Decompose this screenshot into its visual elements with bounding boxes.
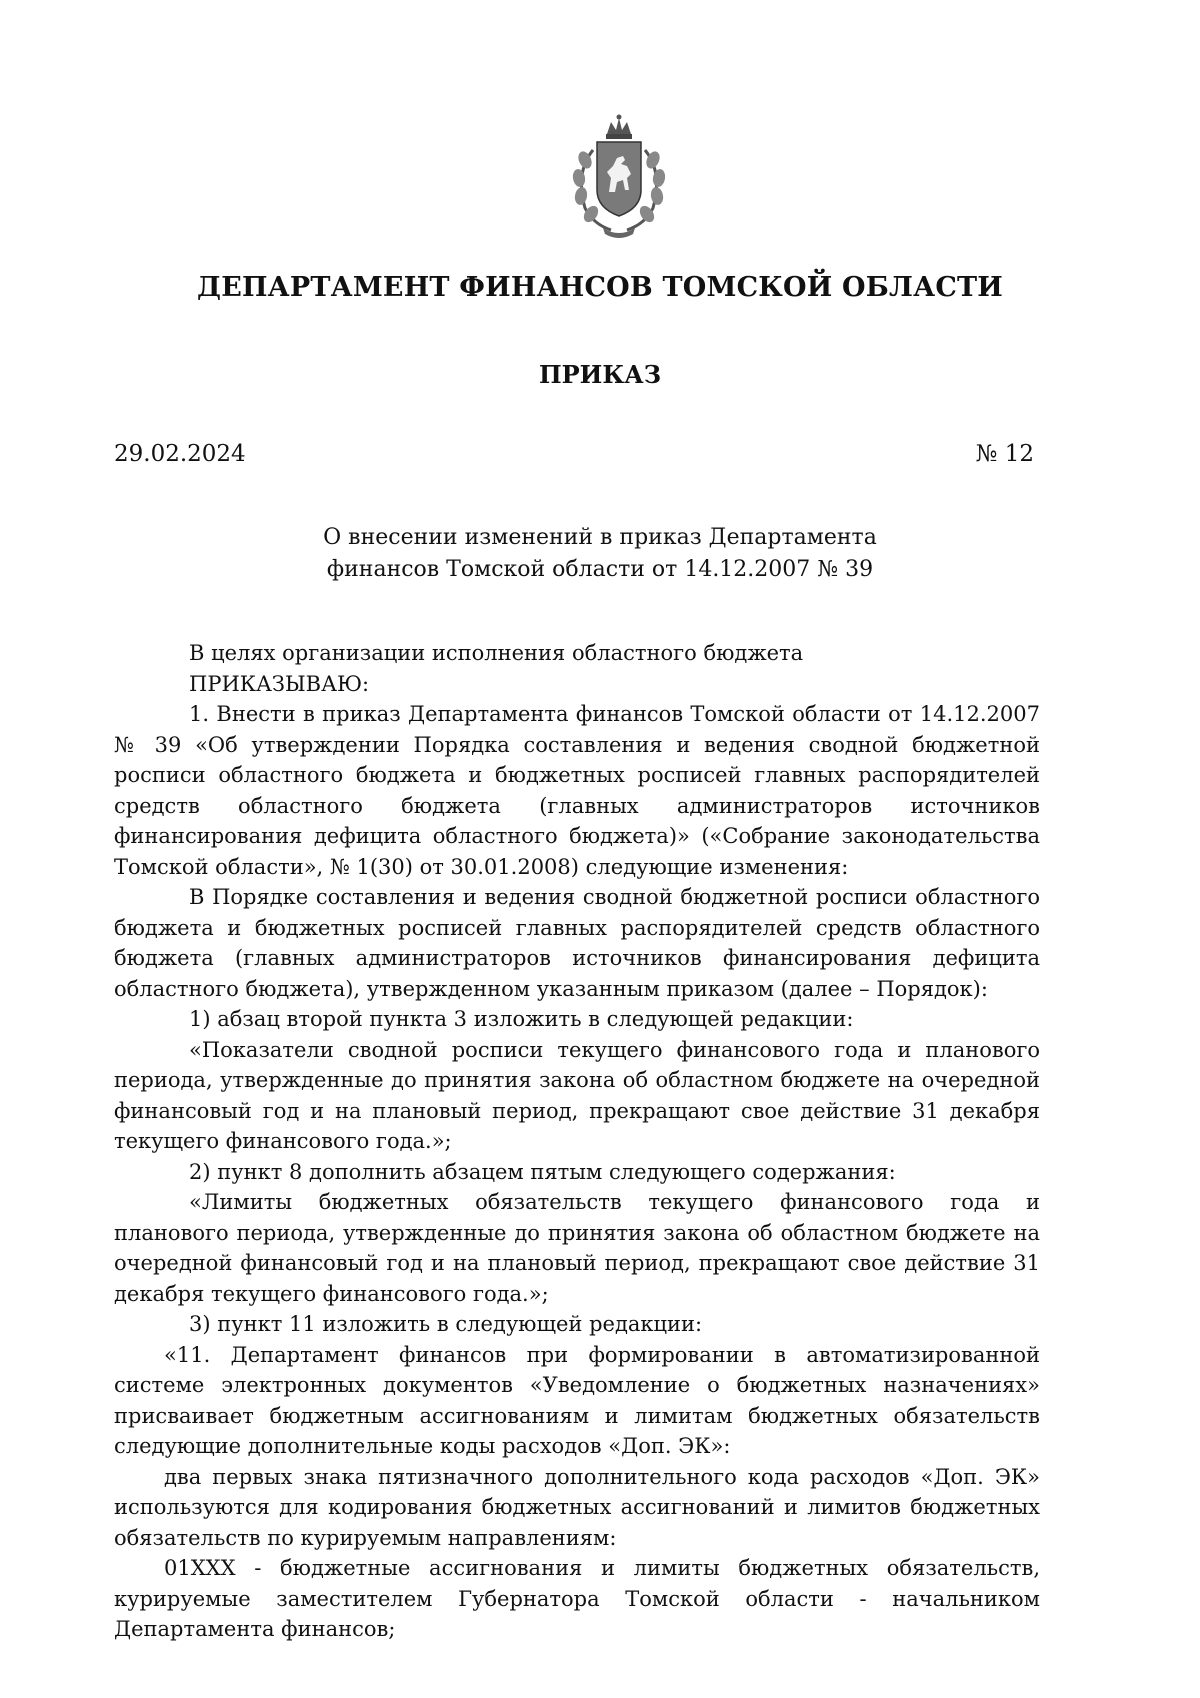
body-paragraph: 1. Внести в приказ Департамента финансов Томской области от 14.12.2007 № 39 «Об утверждении Порядка составления и ведения сводной бюджетной росписи областного бюджета и бюджетных росписей главных распорядителей средств областного бюджета (главных администраторов источников финансирования дефицита областного бюджета)» («Собрание законодательства Томской области», № 1(30) от 30.01.2008) следующие изменения: xyxy=(114,702,1040,879)
order-title: ПРИКАЗ xyxy=(538,360,662,389)
department-title: ДЕПАРТАМЕНТ ФИНАНСОВ ТОМСКОЙ ОБЛАСТИ xyxy=(196,272,1004,303)
order-body xyxy=(114,638,1040,1645)
subject-line-2: финансов Томской области от 14.12.2007 № 39 xyxy=(326,557,874,582)
body-paragraph: В целях организации исполнения областного бюджета xyxy=(189,641,804,665)
body-paragraph: 3) пункт 11 изложить в следующей редакции: xyxy=(189,1312,703,1336)
order-date: 29.02.2024 xyxy=(114,441,246,467)
body-paragraph: «Лимиты бюджетных обязательств текущего финансового года и планового периода, утвержденные до принятия закона об областном бюджете на очередной финансовый год и на плановый период, прекращают свое действие 31 декабря текущего финансового года.»; xyxy=(114,1190,1040,1306)
body-paragraph: 01ХХХ - бюджетные ассигнования и лимиты бюджетных обязательств, курируемые заместителем Губернатора Томской области - начальником Департамента финансов; xyxy=(114,1556,1040,1641)
subject-line-1: О внесении изменений в приказ Департамента xyxy=(323,525,877,550)
body-paragraph: 1) абзац второй пункта 3 изложить в следующей редакции: xyxy=(189,1007,854,1031)
body-paragraph: «Показатели сводной росписи текущего финансового года и планового периода, утвержденные до принятия закона об областном бюджете на очередной финансовый год и на плановый период, прекращают свое действие 31 декабря текущего финансового года.»; xyxy=(114,1037,1040,1153)
order-subject xyxy=(0,522,1200,586)
body-paragraph: В Порядке составления и ведения сводной бюджетной росписи областного бюджета и бюджетных росписей главных распорядителей средств областного бюджета (главных администраторов источников финансирования дефицита областного бюджета), утвержденном указанным приказом (далее – Порядок): xyxy=(114,885,1040,1001)
order-number: № 12 xyxy=(975,441,1034,467)
body-paragraph: два первых знака пятизначного дополнительного кода расходов «Доп. ЭК» используются для кодирования бюджетных ассигнований и лимитов бюджетных обязательств по курируемым направлениям: xyxy=(114,1464,1040,1550)
body-paragraph: «11. Департамент финансов при формировании в автоматизированной системе электронных документов «Уведомление о бюджетных назначениях» присваивает бюджетным ассигнованиям и лимитам бюджетных обязательств следующие дополнительные коды расходов «Доп. ЭК»: xyxy=(114,1342,1040,1458)
body-paragraph: 2) пункт 8 дополнить абзацем пятым следующего содержания: xyxy=(189,1159,896,1184)
tomsk-oblast-coat-of-arms-icon xyxy=(563,112,675,242)
body-paragraph: ПРИКАЗЫВАЮ: xyxy=(189,671,370,696)
